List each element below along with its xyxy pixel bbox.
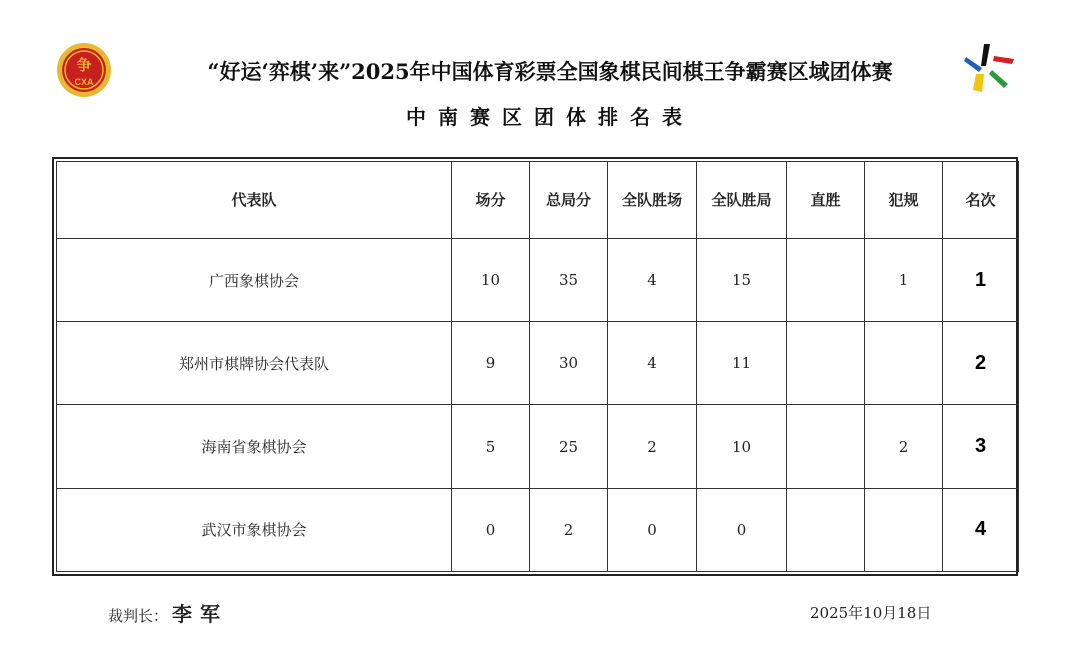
cell-points: 9 [452,322,530,405]
logo-glyph: 争 [76,56,92,74]
cell-rank: 2 [943,322,1019,405]
cell-team-wins: 4 [608,322,697,405]
header-rank: 名次 [943,162,1019,239]
cell-total-games: 25 [530,405,608,488]
table-row [57,238,1019,321]
ranking-table-frame [52,157,1018,576]
cell-points: 5 [452,405,530,488]
table-row [57,488,1019,571]
logo-text: CXA [74,77,94,87]
table-header-row [57,162,1019,239]
cell-rank: 3 [943,405,1019,488]
cell-rank: 4 [943,488,1019,571]
referee-label: 裁判长： [108,607,169,625]
header-team-game-wins: 全队胜局 [697,162,787,239]
cell-rank: 1 [943,238,1019,321]
table-row [57,405,1019,488]
header-total-games: 总局分 [530,162,608,239]
cell-direct-win [787,322,865,405]
sport-lottery-logo-icon [960,40,1018,96]
header-fouls: 犯规 [865,162,943,239]
page-subtitle: 中南赛区团体排名表 [406,105,694,129]
cell-team: 武汉市象棋协会 [57,488,452,571]
cell-team: 广西象棋协会 [57,238,452,321]
header-team: 代表队 [57,162,452,239]
cell-team-wins: 0 [608,488,697,571]
cell-team-game-wins: 15 [697,238,787,321]
cell-team-game-wins: 11 [697,322,787,405]
header-points: 场分 [452,162,530,239]
document-date: 2025年10月18日 [810,604,932,622]
cell-fouls: 1 [865,238,943,321]
header-team-wins: 全队胜场 [608,162,697,239]
cell-fouls: 2 [865,405,943,488]
cell-total-games: 30 [530,322,608,405]
cell-team-game-wins: 10 [697,405,787,488]
cell-team-game-wins: 0 [697,488,787,571]
cell-team-wins: 2 [608,405,697,488]
cell-fouls [865,322,943,405]
page-title: “好运‘弈棋’来”2025年中国体育彩票全国象棋民间棋王争霸赛区域团体赛 [207,59,893,84]
ranking-table [56,161,1019,572]
cell-points: 10 [452,238,530,321]
referee-line [108,598,228,627]
header-direct-win: 直胜 [787,162,865,239]
cell-direct-win [787,238,865,321]
cell-team: 郑州市棋牌协会代表队 [57,322,452,405]
cxa-logo-icon [56,42,112,98]
cell-fouls [865,488,943,571]
cell-points: 0 [452,488,530,571]
cell-total-games: 35 [530,238,608,321]
cell-total-games: 2 [530,488,608,571]
cell-direct-win [787,488,865,571]
table-row [57,322,1019,405]
cell-team: 海南省象棋协会 [57,405,452,488]
referee-signature: 李军 [172,602,229,626]
cell-direct-win [787,405,865,488]
cell-team-wins: 4 [608,238,697,321]
